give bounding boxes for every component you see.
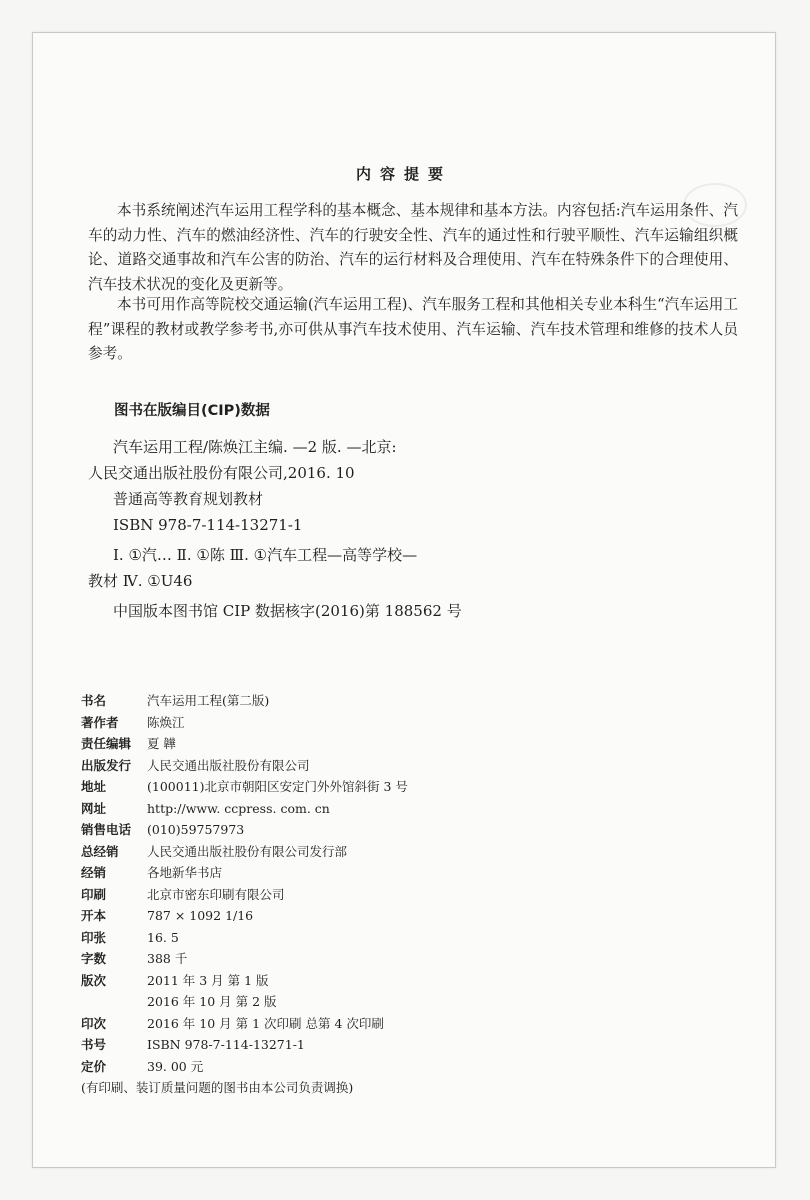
info-row <box>81 712 408 734</box>
info-value: 陈焕江 <box>147 714 185 730</box>
info-label: 出版发行 <box>81 757 132 773</box>
summary-paragraph-1: 本书系统阐述汽车运用工程学科的基本概念、基本规律和基本方法。内容包括:汽车运用条件、汽车的动力性、汽车的燃油经济性、汽车的行驶安全性、汽车的通过性和行驶平顺性、汽车运输组织概论、道路交通事故和汽车公害的防治、汽车的运行材料及合理使用、汽车在特殊条件下的合理使用、汽车技术状况的变化及更新等。 <box>88 202 738 293</box>
info-row <box>81 862 408 884</box>
info-row <box>81 733 408 755</box>
info-value: (100011)北京市朝阳区安定门外外馆斜街 3 号 <box>147 779 408 794</box>
info-row <box>81 755 408 777</box>
summary-heading: 内容提要 <box>355 165 452 183</box>
info-value: 汽车运用工程(第二版) <box>147 693 270 708</box>
cip-line: 教材 Ⅳ. ①U46 <box>88 572 193 590</box>
info-label: 印次 <box>81 1015 107 1031</box>
cip-line: 普通高等教育规划教材 <box>113 490 264 508</box>
info-row <box>81 819 408 841</box>
info-value: 人民交通出版社股份有限公司 <box>147 757 310 773</box>
copyright-page <box>32 32 776 1168</box>
info-row <box>81 798 408 820</box>
info-value: 2011 年 3 月 第 1 版 <box>147 972 269 988</box>
info-row <box>81 1013 408 1035</box>
info-label: 开本 <box>81 908 107 923</box>
footer-note: (有印刷、装订质量问题的图书由本公司负责调换) <box>81 1080 354 1095</box>
info-label: 销售电话 <box>81 822 132 837</box>
info-row <box>81 690 408 712</box>
info-label: 定价 <box>81 1058 107 1074</box>
cip-line: ISBN 978-7-114-13271-1 <box>113 516 303 534</box>
info-value: 夏 韡 <box>147 736 176 751</box>
info-label: 总经销 <box>81 843 119 859</box>
info-value: ISBN 978-7-114-13271-1 <box>147 1037 305 1052</box>
cip-title: 图书在版编目(CIP)数据 <box>114 403 270 419</box>
info-value: 16. 5 <box>147 929 179 945</box>
summary-paragraph-2: 本书可用作高等院校交通运输(汽车运用工程)、汽车服务工程和其他相关专业本科生“汽车运用工程”课程的教材或教学参考书,亦可供从事汽车技术使用、汽车运输、汽车技术管理和维修的技术人员参考。 <box>88 296 738 362</box>
info-value: 北京市密东印刷有限公司 <box>147 886 285 902</box>
info-label: 网址 <box>81 800 107 816</box>
cip-line: 中国版本图书馆 CIP 数据核字(2016)第 188562 号 <box>113 602 462 620</box>
info-value: 787 × 1092 1/16 <box>147 908 254 923</box>
info-label: 著作者 <box>81 714 119 730</box>
info-row <box>81 776 408 798</box>
info-value: 各地新华书店 <box>147 865 223 880</box>
info-label <box>81 991 145 1013</box>
info-label: 书名 <box>81 693 107 708</box>
cip-line: 人民交通出版社股份有限公司,2016. 10 <box>88 464 355 482</box>
info-value: (010)59757973 <box>147 822 245 837</box>
cip-line: Ⅰ. ①汽… Ⅱ. ①陈 Ⅲ. ①汽车工程—高等学校— <box>113 546 418 564</box>
info-label: 字数 <box>81 951 107 966</box>
info-label: 书号 <box>81 1037 107 1052</box>
info-row <box>81 841 408 863</box>
info-value: 388 千 <box>147 951 188 966</box>
info-label: 印刷 <box>81 886 107 902</box>
cip-line: 汽车运用工程/陈焕江主编. —2 版. —北京: <box>113 438 397 456</box>
info-row <box>81 991 408 1013</box>
info-row <box>81 1034 408 1056</box>
publication-info <box>81 690 408 1099</box>
info-label: 经销 <box>81 865 107 880</box>
info-row <box>81 1056 408 1078</box>
info-row <box>81 884 408 906</box>
info-row <box>81 905 408 927</box>
info-row <box>81 927 408 949</box>
info-value: 人民交通出版社股份有限公司发行部 <box>147 843 348 859</box>
info-row <box>81 970 408 992</box>
info-value: 39. 00 元 <box>147 1058 204 1074</box>
info-label: 责任编辑 <box>81 736 132 751</box>
info-label: 版次 <box>81 972 107 988</box>
info-value: 2016 年 10 月 第 2 版 <box>147 994 277 1009</box>
info-value: http://www. ccpress. com. cn <box>147 800 330 816</box>
info-row <box>81 948 408 970</box>
info-label: 地址 <box>81 779 107 794</box>
info-value: 2016 年 10 月 第 1 次印刷 总第 4 次印刷 <box>147 1015 384 1031</box>
info-label: 印张 <box>81 929 107 945</box>
